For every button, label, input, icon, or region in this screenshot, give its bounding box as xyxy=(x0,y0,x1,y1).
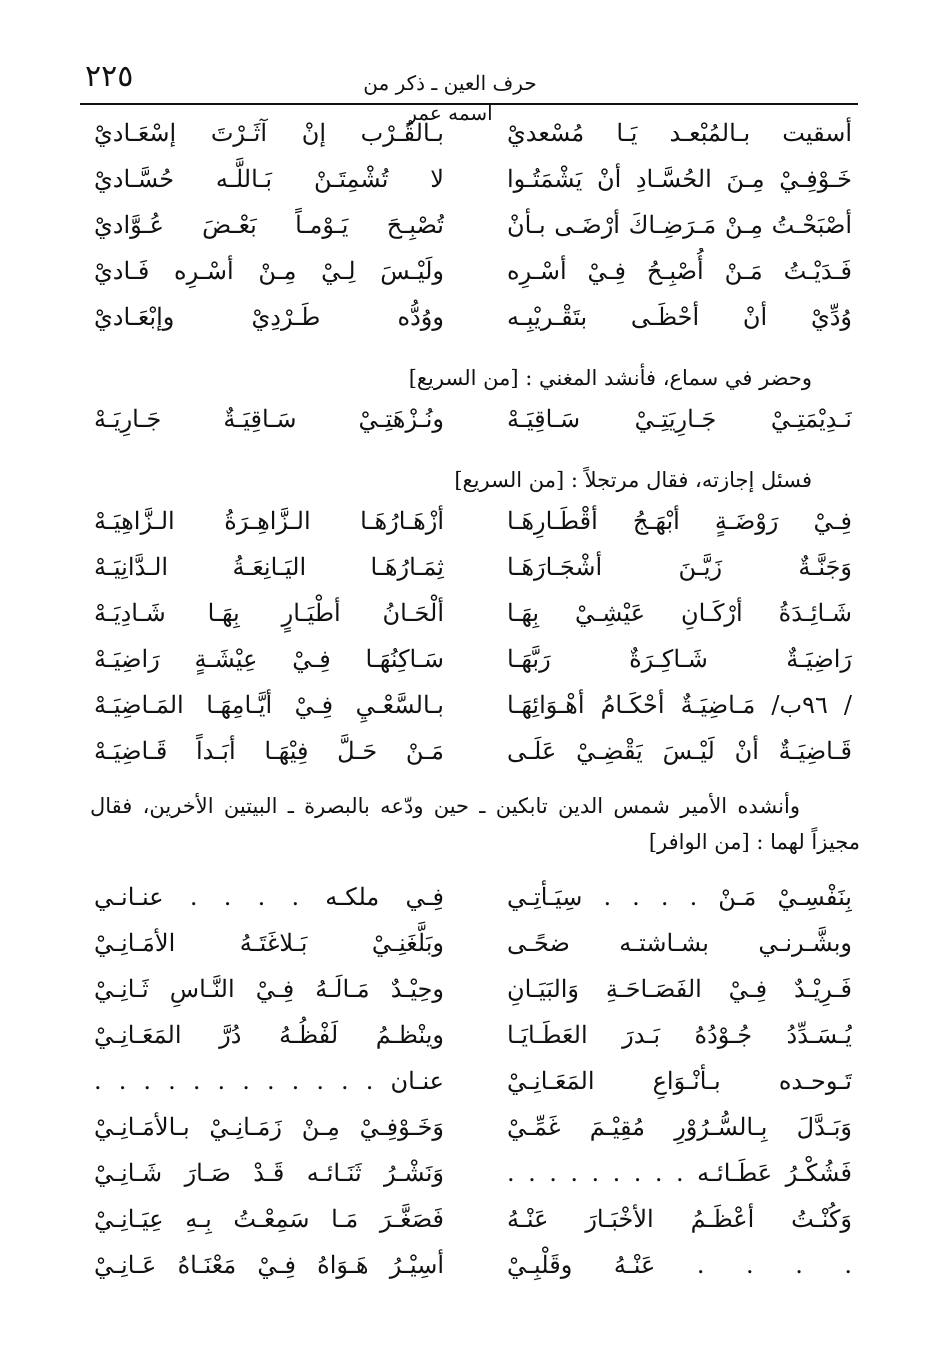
second-hemistich: سَـاكِنُهَـا فِـيْ عِيْشَـةٍ رَاضِيَـهْ xyxy=(94,645,444,673)
prose-intro-2 xyxy=(80,462,860,498)
meter-label: [من السريع] xyxy=(454,468,565,492)
first-hemistich: وَبَـدَّلَ بِـالسُّـرُوْرِ مُقِيْـمَ غَمِّـيْ xyxy=(507,1113,852,1141)
second-hemistich: وحِيْـدٌ مَـالَـهُ فِـيْ النَّـاسِ ثَـانِـيْ xyxy=(94,975,444,1003)
poem-2 xyxy=(80,396,860,442)
second-hemistich: بـالقُـرْب إنْ آثَـرْتَ إسْعَـاديْ xyxy=(94,119,444,147)
page-body xyxy=(80,110,860,1288)
first-hemistich: . . . . عَنْـهُ وقَلْبِـيْ xyxy=(507,1251,852,1279)
first-hemistich: وَجَنَّـةٌ زَيَّـنَ أشْجَـارَهَـا xyxy=(507,553,852,581)
page-number: ٢٢٥ xyxy=(85,59,134,94)
verse-line xyxy=(80,1150,860,1196)
first-hemistich: وبشَّـرنـي بشـاشتـه ضحًـى xyxy=(507,929,852,957)
second-hemistich: مَـنْ حَـلَّ فِيْهَـا أبَـداً قَـاضِيَـهْ xyxy=(94,737,444,765)
verse-line xyxy=(80,682,860,728)
verse-line xyxy=(80,1104,860,1150)
verse-line xyxy=(80,590,860,636)
first-hemistich: خَـوْفِـيْ مِـنَ الحُسَّـادِ أنْ يَشْمَتُـوا xyxy=(507,165,852,193)
second-hemistich: أزْهَـارُهَـا الـزَّاهِـرَةُ الـزَّاهِيَـهْ xyxy=(94,507,444,535)
second-hemistich: أسِيْـرُ هَـوَاهُ فِـيْ مَعْنَـاهُ عَـانِـيْ xyxy=(94,1251,444,1279)
verse-line xyxy=(80,728,860,774)
prose-intro-3: وأنشده الأمير شمس الدين تابكين ـ حين ودّعه بالبصرة ـ البيتين الأخرين، فقال xyxy=(90,794,800,818)
first-hemistich: يُـسَـدِّدُ جُـوْدُهُ بَـدرَ العَطَـايَـا xyxy=(507,1021,852,1049)
first-hemistich: نَـدِيْمَتِـيْ جَـارِيَتِـيْ سَـاقِيَـهْ xyxy=(507,405,852,433)
verse-line xyxy=(80,544,860,590)
first-hemistich: فِـيْ رَوْضَـةٍ أبْهَـجُ أقْطَـارِهَـا xyxy=(507,507,852,535)
verse-line xyxy=(80,874,860,920)
verse-line xyxy=(80,156,860,202)
second-hemistich: تُصْبِـحَ يَـوْمـاً بَعْـضَ عُـوَّاديْ xyxy=(94,211,444,239)
second-hemistich: ولَيْـسَ لِـيْ مِـنْ أسْـرِه فَـاديْ xyxy=(94,257,444,285)
verse-line xyxy=(80,1012,860,1058)
first-hemistich: رَاضِيَـةٌ شَـاكِـرَةٌ رَبَّهَـا xyxy=(507,645,852,673)
verse-line xyxy=(80,110,860,156)
verse-line xyxy=(80,248,860,294)
verse-line xyxy=(80,636,860,682)
first-hemistich: وُدِّيْ أنْ أحْظَـى بتَقْـريْبِـه xyxy=(507,303,852,331)
first-hemistich: فَشُكْـرُ عَطَـائـه . . . . . . . . . xyxy=(507,1159,852,1187)
second-hemistich: ثِمَـارُهَـا اليَـانِعَـةُ الـدَّانِيَـهْ xyxy=(94,553,444,581)
second-hemistich: وَنَشْـرُ ثَنَـائـه قَـدْ صَـارَ شَـانِـيْ xyxy=(94,1159,444,1187)
first-hemistich: تَـوحـده بـأنْـوَاعِ المَعَـانِـيْ xyxy=(507,1067,852,1095)
verse-line xyxy=(80,920,860,966)
prose-intro-3-continuation xyxy=(80,824,860,860)
first-hemistich: فَـرِيْـدٌ فِـيْ الفَصَـاحَـةِ وَالبَيَـانِ xyxy=(507,975,852,1003)
second-hemistich: عنـان . . . . . . . . . . . . xyxy=(94,1067,444,1095)
prose-text: وحضر في سماع، فأنشد المغني : xyxy=(525,366,812,390)
verse-line xyxy=(80,202,860,248)
header-rule xyxy=(80,103,858,105)
verse-line xyxy=(80,498,860,544)
second-hemistich: وينْظـمُ لَفْظُـهُ دُرَّ المَعَـانِـيْ xyxy=(94,1021,444,1049)
first-hemistich: وَكُنْـتُ أعْظَـمُ الأخْبَـارَ عَنْـهُ xyxy=(507,1205,852,1233)
second-hemistich: لا تُشْمِتَـنْ بَـاللَّـه حُسَّـاديْ xyxy=(94,165,444,193)
first-hemistich: بِنَفْسِـيْ مَـنْ . . . . سِيَـأتِـي xyxy=(507,883,852,911)
prose-intro-1 xyxy=(80,360,860,396)
running-head: حرف العين ـ ذكر من اسمه عمر xyxy=(363,71,537,125)
second-hemistich: ووُدُّه طَـرْدِيْ وإبْعَـاديْ xyxy=(94,303,444,331)
second-hemistich: وَخَـوْفِـيْ مِـنْ زَمَـانِـيْ بـالأمَـانِـيْ xyxy=(94,1113,444,1141)
meter-label: [من الوافر] xyxy=(648,830,750,854)
first-hemistich: / ٩٦ب/ مَـاضِيَـةٌ أحْكَـامُ أهْـوَائِهَـا xyxy=(507,691,852,719)
verse-line xyxy=(80,966,860,1012)
second-hemistich: فَصَغَّـرَ مَـا سَمِعْـتُ بِـهِ عِيَـانِـيْ xyxy=(94,1205,444,1233)
first-hemistich: أسقيت بـالمُبْعـد يَـا مُسْعديْ xyxy=(507,119,852,147)
first-hemistich: شَـائِـدَةُ أرْكَـانِ عَيْشِـيْ بِهَـا xyxy=(507,599,852,627)
verse-line xyxy=(80,396,860,442)
prose-text: فسئل إجازته، فقال مرتجلاً : xyxy=(570,468,812,492)
meter-label: [من السريع] xyxy=(408,366,519,390)
second-hemistich: ألْحَـانُ أطْيَـارٍ بِهَـا شَـادِيَـهْ xyxy=(94,599,444,627)
first-hemistich: قَـاضِيَـةٌ أنْ لَيْـسَ يَقْضِـيْ عَلَـى xyxy=(507,737,852,765)
poem-1 xyxy=(80,110,860,340)
second-hemistich: وبَلَّغَنِـيْ بَـلاغَتَـهُ الأمَـانِـيْ xyxy=(94,929,444,957)
verse-line xyxy=(80,1196,860,1242)
poem-3 xyxy=(80,498,860,774)
first-hemistich: فَـدَيْـتُ مَـنْ أُصْبِـحُ فِـيْ أسْـرِه xyxy=(507,257,852,285)
second-hemistich: بـالسَّعْـيِ فِـيْ أيَّـامِهَـا المَـاضِيَـهْ xyxy=(94,691,444,719)
verse-line xyxy=(80,294,860,340)
verse-line xyxy=(80,1058,860,1104)
prose-text: مجيزاً لهما : xyxy=(756,830,860,854)
poem-4 xyxy=(80,874,860,1288)
verse-line xyxy=(80,1242,860,1288)
first-hemistich: أصْبَحْـتُ مِـنْ مَـرَضِـاكَ أرْضَـى بـأنْ xyxy=(507,211,852,239)
second-hemistich: ونُـزْهَتِـيْ سَـاقِيَـةٌ جَـارِيَـهْ xyxy=(94,405,444,433)
second-hemistich: فِـي ملكـه . . . . عنـانـي xyxy=(94,883,444,911)
